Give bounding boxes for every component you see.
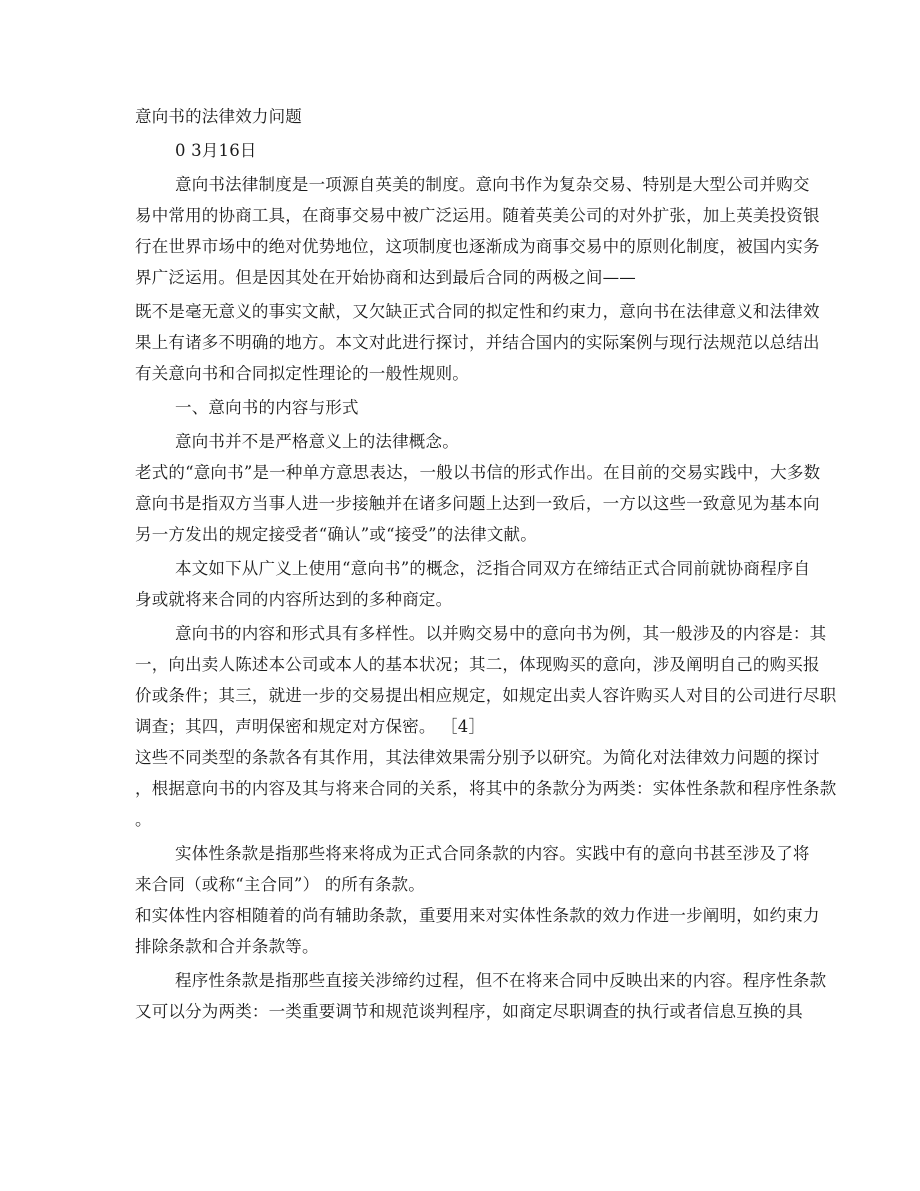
- paragraph-line: 身或就将来合同的内容所达到的多种商定。: [135, 590, 453, 609]
- paragraph-line: 这些不同类型的条款各有其作用，其法律效果需分别予以研究。为简化对法律效力问题的探讨: [135, 748, 820, 767]
- paragraph-line: ，根据意向书的内容及其与将来合同的关系，将其中的条款分为两类：实体性条款和程序性条款: [135, 779, 837, 798]
- paragraph-line: 意向书的内容和形式具有多样性。以并购交易中的意向书为例，其一般涉及的内容是：其: [175, 624, 827, 643]
- paragraph-line: 一，向出卖人陈述本公司或本人的基本状况；其二，体现购买的意向，涉及阐明自己的购买报: [135, 655, 820, 674]
- document-title: 意向书的法律效力问题: [135, 107, 302, 126]
- paragraph-line: 果上有诸多不明确的地方。本文对此进行探讨，并结合国内的实际案例与现行法规范以总结出: [135, 333, 820, 352]
- paragraph-line: 老式的“意向书”是一种单方意思表达，一般以书信的形式作出。在目前的交易实践中，大多数: [135, 463, 821, 482]
- paragraph-line: 行在世界市场中的绝对优势地位，这项制度也逐渐成为商事交易中的原则化制度，被国内实务: [135, 237, 820, 256]
- paragraph-line: 实体性条款是指那些将来将成为正式合同条款的内容。实践中有的意向书甚至涉及了将: [175, 844, 810, 863]
- paragraph-line: 。: [135, 810, 152, 829]
- paragraph-line: 意向书是指双方当事人进一步接触并在诸多问题上达到一致后，一方以这些一致意见为基本向: [135, 494, 820, 513]
- paragraph-line: 排除条款和合并条款等。: [135, 937, 319, 956]
- paragraph-line: 界广泛运用。但是因其处在开始协商和达到最后合同的两极之间——: [135, 268, 636, 287]
- paragraph-line: 易中常用的协商工具，在商事交易中被广泛运用。随着英美公司的对外扩张，加上英美投资银: [135, 206, 820, 225]
- paragraph-line: 意向书并不是严格意义上的法律概念。: [175, 432, 459, 451]
- paragraph-line: 调查；其四，声明保密和规定对方保密。 ［4］: [135, 717, 486, 736]
- paragraph-line: 又可以分为两类：一类重要调节和规范谈判程序，如商定尽职调查的执行或者信息互换的具: [135, 1002, 803, 1021]
- paragraph-line: 程序性条款是指那些直接关涉缔约过程，但不在将来合同中反映出来的内容。程序性条款: [175, 971, 827, 990]
- paragraph-line: 意向书法律制度是一项源自英美的制度。意向书作为复杂交易、特别是大型公司并购交: [175, 175, 810, 194]
- paragraph-line: 另一方发出的规定接受者“确认”或“接受”的法律文献。: [135, 525, 537, 544]
- section-heading: 一、意向书的内容与形式: [175, 398, 359, 417]
- paragraph-line: 本文如下从广义上使用“意向书”的概念，泛指合同双方在缔结正式合同前就协商程序自: [175, 559, 811, 578]
- paragraph-line: 和实体性内容相随着的尚有辅助条款，重要用来对实体性条款的效力作进一步阐明，如约束力: [135, 906, 820, 925]
- paragraph-line: 既不是毫无意义的事实文献，又欠缺正式合同的拟定性和约束力，意向书在法律意义和法律效: [135, 302, 820, 321]
- document-date: 0 3月16日: [175, 141, 257, 160]
- paragraph-line: 有关意向书和合同拟定性理论的一般性规则。: [135, 364, 469, 383]
- paragraph-line: 价或条件；其三，就进一步的交易提出相应规定，如规定出卖人容许购买人对目的公司进行尽职: [135, 686, 837, 705]
- paragraph-line: 来合同（或称“主合同”） 的所有条款。: [135, 875, 425, 894]
